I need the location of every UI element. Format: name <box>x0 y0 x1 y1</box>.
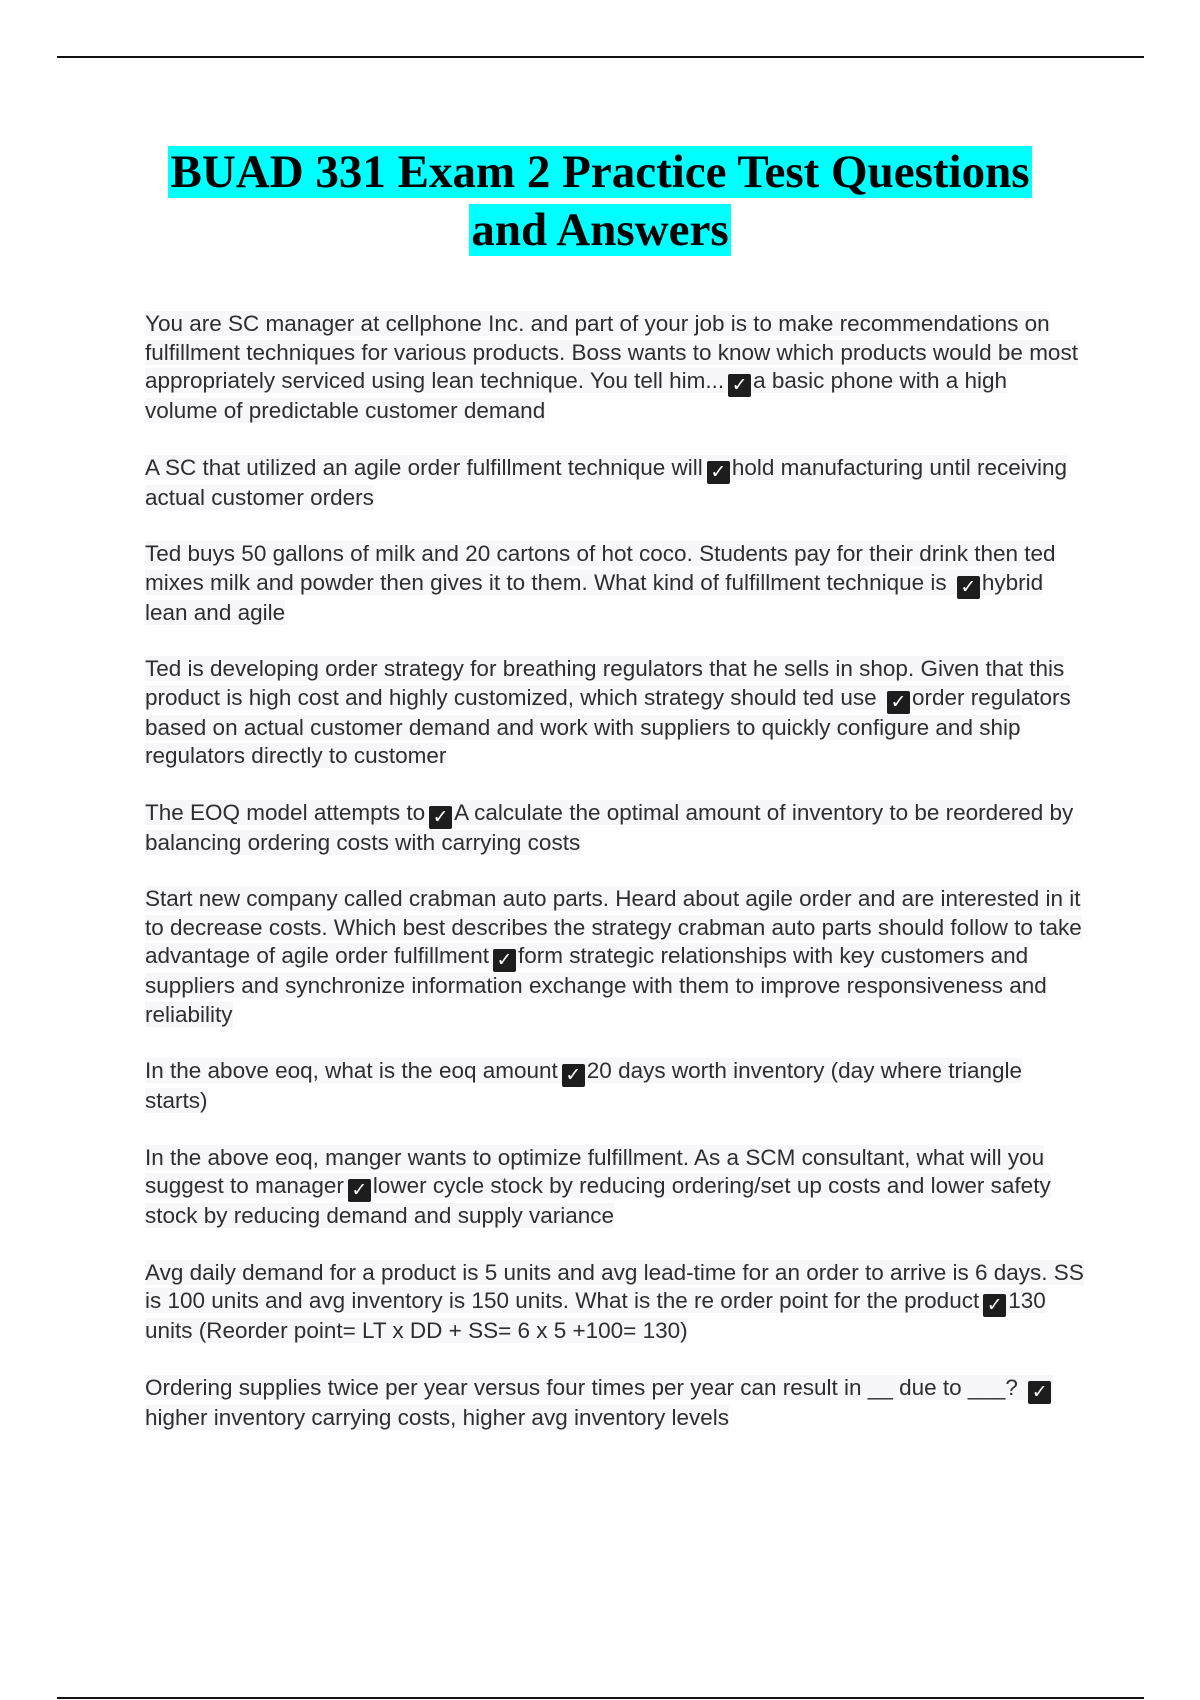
answer: higher inventory carrying costs, higher avg inventory levels <box>145 1404 730 1430</box>
answer: lower cycle stock by reducing ordering/set up costs and lower safety stock by reducing demand and supply variance <box>145 1173 1051 1228</box>
qa-item <box>145 799 1085 858</box>
qa-item <box>145 655 1085 771</box>
question: Ted buys 50 gallons of milk and 20 cartons of hot coco. Students pay for their drink then ted mixes milk and powder then gives it to them. What kind of fulfillment technique is <box>145 541 1056 595</box>
question: A SC that utilized an agile order fulfillment technique will <box>145 454 703 480</box>
qa-item <box>145 454 1085 513</box>
check-mark-icon: ✓ <box>887 691 910 714</box>
answer: order regulators based on actual customer demand and work with suppliers to quickly configure and ship regulators directly to customer <box>145 684 1071 768</box>
question: The EOQ model attempts to <box>145 799 426 825</box>
question: Start new company called crabman auto parts. Heard about agile order and are interested in it to decrease costs. Which best describes the strategy crabman auto parts should follow to take advantage of agile order fulfillment <box>145 886 1082 968</box>
question: In the above eoq, manger wants to optimize fulfillment. As a SCM consultant, what will you suggest to manager <box>145 1144 1045 1198</box>
bottom-rule <box>57 1697 1144 1699</box>
question: In the above eoq, what is the eoq amount <box>145 1058 558 1083</box>
answer: hybrid lean and agile <box>145 569 1044 625</box>
qa-item <box>145 1374 1085 1433</box>
qa-item <box>145 540 1085 627</box>
question: You are SC manager at cellphone Inc. and part of your job is to make recommendations on fulfillment techniques for various products. Boss wants to know which products would be most appropriately serviced using lean technique. You tell him... <box>145 311 1078 393</box>
check-mark-icon: ✓ <box>957 576 980 599</box>
check-mark-icon: ✓ <box>493 949 516 972</box>
answer: form strategic relationships with key customers and suppliers and synchronize information exchange with them to improve responsiveness and reliability <box>145 943 1047 1027</box>
title-line-1: BUAD 331 Exam 2 Practice Test Questions <box>170 146 1030 198</box>
page-title <box>100 143 1100 259</box>
title-line-2: and Answers <box>471 204 729 256</box>
question: Ted is developing order strategy for breathing regulators that he sells in shop. Given that this product is high cost and highly customized, which strategy should ted use <box>145 656 1065 710</box>
answer: 20 days worth inventory (day where triangle starts) <box>145 1058 1023 1113</box>
check-mark-icon: ✓ <box>562 1064 585 1087</box>
check-mark-icon: ✓ <box>728 374 751 397</box>
qa-item <box>145 310 1085 426</box>
check-mark-icon: ✓ <box>707 461 730 484</box>
answer: A calculate the optimal amount of inventory to be reordered by balancing ordering costs with carrying costs <box>145 799 1074 855</box>
top-rule <box>57 56 1144 58</box>
qa-item <box>145 1259 1085 1346</box>
qa-item <box>145 1144 1085 1231</box>
qa-item <box>145 885 1085 1029</box>
check-mark-icon: ✓ <box>1028 1381 1051 1404</box>
answer: a basic phone with a high volume of predictable customer demand <box>145 368 1008 423</box>
answer: 130 units (Reorder point= LT x DD + SS= 6 x 5 +100= 130) <box>145 1288 1046 1343</box>
check-mark-icon: ✓ <box>348 1179 371 1202</box>
check-mark-icon: ✓ <box>429 806 452 829</box>
check-mark-icon: ✓ <box>983 1294 1006 1317</box>
question: Avg daily demand for a product is 5 units and avg lead-time for an order to arrive is 6 days. SS is 100 units and avg inventory is 150 units. What is the re order point for the product <box>145 1259 1084 1313</box>
question: Ordering supplies twice per year versus four times per year can result in __ due to ___? <box>145 1374 1018 1400</box>
qa-list <box>145 310 1085 1460</box>
answer: hold manufacturing until receiving actual customer orders <box>145 454 1068 510</box>
qa-item <box>145 1057 1085 1116</box>
